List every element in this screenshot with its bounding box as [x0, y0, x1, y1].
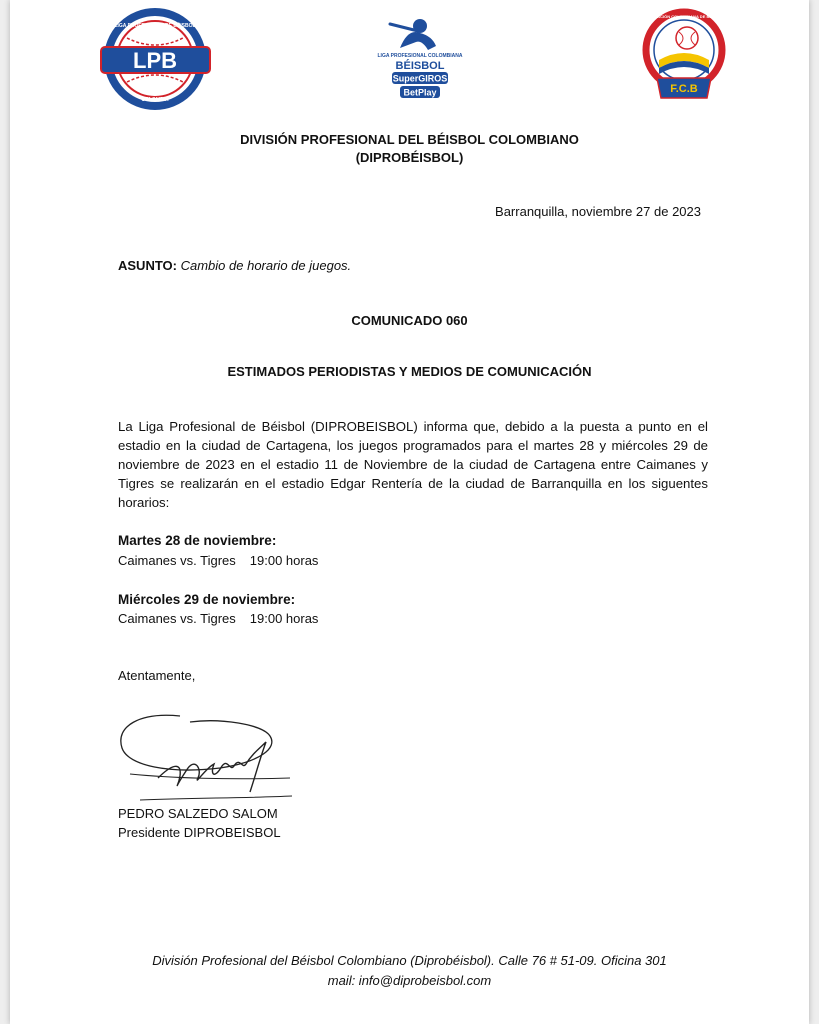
- communique-number: COMUNICADO 060: [351, 313, 468, 328]
- letter-date: Barranquilla, noviembre 27 de 2023: [495, 204, 701, 219]
- beisbol-supergiros-betplay-logo: [370, 6, 470, 106]
- greeting-heading: ESTIMADOS PERIODISTAS Y MEDIOS DE COMUNICACIÓN: [227, 364, 592, 379]
- fcb-logo-ring-text: FEDERACIÓN COLOMBIANA DE BÉISBOL: [643, 14, 725, 19]
- schedule-game-1: [118, 553, 318, 568]
- lpb-logo-ring-text: LIGA PROFESIONAL DE BÉISBOL: [114, 23, 196, 29]
- beisbol-logo-line2: BÉISBOL: [395, 60, 445, 72]
- fcb-logo-text: F.C.B: [670, 83, 698, 95]
- signer-title: Presidente DIPROBEISBOL: [118, 825, 281, 840]
- handwritten-signature: [110, 708, 300, 808]
- lpb-logo-text: LPB: [133, 48, 177, 73]
- fcb-logo: [637, 8, 732, 108]
- schedule-day-1: Martes 28 de noviembre:: [118, 533, 277, 548]
- beisbol-logo-line3: SuperGIROS: [392, 73, 448, 84]
- footer-address: División Profesional del Béisbol Colombiano (Diprobéisbol). Calle 76 # 51-09. Oficina 301: [152, 953, 667, 968]
- org-acronym: (DIPROBÉISBOL): [355, 150, 464, 165]
- schedule-day-2: Miércoles 29 de noviembre:: [118, 592, 296, 607]
- schedule-time-2: 19:00 horas: [249, 611, 319, 626]
- footer-email: mail: info@diprobeisbol.com: [327, 973, 492, 988]
- body-paragraph: La Liga Profesional de Béisbol (DIPROBEISBOL) informa que, debido a la puesta a punto en el estadio en la ciudad de Cartagena, los juegos programados para el martes 28 y miércoles 29 de noviembre de 2023 en el estadio 11 de Noviembre de la ciudad de Cartagena entre Caimanes y Tigres se realizarán en el estadio Edgar Rentería de la ciudad de Barranquilla en los siguentes horarios:: [118, 419, 708, 510]
- signer-name: PEDRO SALZEDO SALOM: [118, 806, 278, 821]
- beisbol-logo-line4: BetPlay: [403, 87, 437, 98]
- schedule-match-2: Caimanes vs. Tigres: [118, 611, 236, 626]
- org-name: DIVISIÓN PROFESIONAL DEL BÉISBOL COLOMBIANO: [240, 132, 579, 147]
- schedule-game-2: [118, 611, 318, 626]
- subject-label: ASUNTO:: [118, 258, 177, 273]
- subject-text: Cambio de horario de juegos.: [180, 258, 352, 273]
- lpb-logo-bottom-text: COLOMBIA: [141, 97, 169, 103]
- lpb-logo: [93, 8, 218, 110]
- beisbol-logo-line1: LIGA PROFESIONAL COLOMBIANA: [377, 53, 463, 59]
- schedule-match-1: Caimanes vs. Tigres: [118, 553, 236, 568]
- subject-line: [118, 258, 351, 273]
- schedule-time-1: 19:00 horas: [249, 553, 319, 568]
- letter-page: [10, 0, 809, 1024]
- closing-text: Atentamente,: [118, 668, 196, 683]
